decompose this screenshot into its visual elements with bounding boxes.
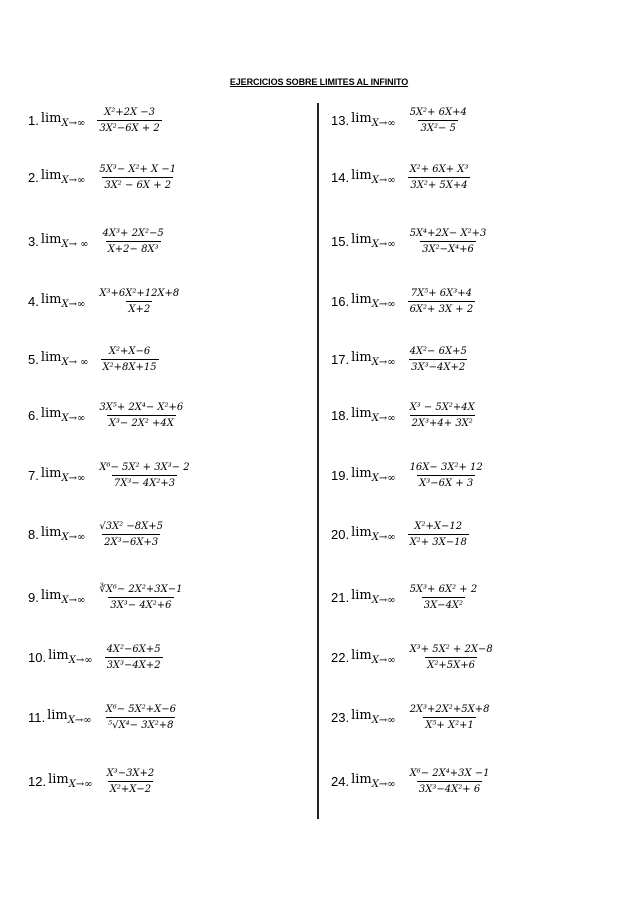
denominator: 3X³−4X²+ 6 [417,781,482,795]
limit-operator [48,772,92,790]
limit-subscript: X→∞ [371,473,396,484]
limit-operator [351,525,395,543]
limit-subscript: X→∞ [371,595,396,606]
numerator: 16X− 3X²+ 12 [409,461,483,473]
exercise-16 [331,281,475,321]
denominator: X+2 [126,301,152,315]
limit-operator [41,466,85,484]
fraction [101,228,166,255]
exercise-number: 8. [28,526,39,542]
exercise-12 [28,761,156,801]
exercise-21 [331,577,479,617]
numerator: X³−3X+2 [106,767,155,779]
numerator: X³+ 5X² + 2X−8 [409,643,493,655]
limit-subscript: X→∞ [371,715,396,726]
fraction [97,107,161,134]
fraction [408,288,476,315]
fraction [97,164,178,191]
numerator: 5X²+ 6X+4 [409,106,467,118]
fraction [97,521,165,548]
limit-operator [41,350,89,368]
limit-operator [351,772,395,790]
exercise-8 [28,514,165,554]
denominator: X²+X−2 [108,781,153,795]
exercise-number: 6. [28,407,39,423]
numerator: 3X⁵+ 2X⁴− X²+6 [99,401,184,413]
limit-operator [351,292,395,310]
limit-word: lim [351,111,372,126]
denominator: X³−6X + 3 [417,475,475,489]
limit-operator [41,111,85,129]
numerator: X⁶− 5X²+X−6 [105,703,177,715]
limit-word: lim [351,466,372,481]
exercise-number: 20. [331,526,350,542]
exercise-17 [331,339,469,379]
limit-operator [48,648,92,666]
exercise-2 [28,157,178,197]
denominator: 3X³−4X+2 [409,359,467,373]
exercise-number: 5. [28,351,39,367]
limit-subscript: X→∞ [61,118,86,129]
fraction [97,402,185,429]
numerator: X²+X−12 [414,520,463,532]
denominator: 3X²− 5 [418,120,457,134]
numerator: ∛X⁶− 2X²+3X−1 [99,583,183,595]
exercise-6 [28,395,185,435]
exercise-14 [331,157,470,197]
limit-word: lim [40,232,62,247]
exercise-number: 11. [28,709,46,725]
limit-operator [351,168,395,186]
numerator: X³ − 5X²+4X [409,401,475,413]
numerator: 5X⁴+2X− X²+3 [409,227,487,239]
numerator: X⁶− 2X⁴+3X −1 [409,767,490,779]
numerator: 4X³+ 2X²−5 [102,227,164,239]
exercise-22 [331,637,495,677]
limit-subscript: X→∞ [61,299,86,310]
denominator: X²+ 3X−18 [408,534,469,548]
denominator: 3X²+ 5X+4 [408,177,469,191]
denominator: 3X³−4X+2 [105,657,163,671]
fraction [408,107,469,134]
limit-subscript: X→∞ [371,357,396,368]
exercise-number: 22. [331,649,350,665]
limit-operator [351,232,395,250]
limit-subscript: X→∞ [371,299,396,310]
denominator: 2X³−6X+3 [102,534,160,548]
limit-operator [41,588,85,606]
exercise-number: 1. [28,112,39,128]
column-divider [317,103,319,819]
limit-subscript: X→∞ [371,779,396,790]
denominator: 3X²−6X + 2 [97,120,161,134]
numerator: X²+X−6 [108,345,151,357]
fraction [408,644,495,671]
exercise-number: 15. [331,233,350,249]
limit-word: lim [40,350,62,365]
limit-word: lim [351,232,372,247]
exercise-11 [28,697,178,737]
numerator: 2X³+2X²+5X+8 [409,703,490,715]
limit-word: lim [40,406,62,421]
limit-operator [351,708,395,726]
exercise-3 [28,221,166,261]
limit-subscript: X→∞ [68,779,93,790]
exercise-19 [331,455,485,495]
exercise-7 [28,455,192,495]
limit-operator [41,292,85,310]
numerator: 7X⁵+ 6X³+4 [410,287,473,299]
exercise-number: 23. [331,709,350,725]
denominator: X²+8X+15 [101,359,159,373]
fraction [408,584,480,611]
limit-operator [351,466,395,484]
exercise-10 [28,637,163,677]
limit-subscript: X→∞ [371,239,396,250]
limit-subscript: X→∞ [371,655,396,666]
fraction [105,768,157,795]
limit-subscript: X→∞ [371,175,396,186]
exercise-number: 17. [331,351,350,367]
limit-word: lim [351,292,372,307]
limit-subscript: X→∞ [68,655,93,666]
limit-subscript: X→∞ [61,175,86,186]
exercise-18 [331,395,477,435]
exercise-4 [28,281,181,321]
limit-word: lim [351,648,372,663]
exercise-20 [331,514,469,554]
numerator: 5X³+ 6X² + 2 [409,583,478,595]
exercise-13 [331,100,469,140]
exercise-number: 18. [331,407,350,423]
denominator: X⁵+ X²+1 [423,717,476,731]
limit-subscript: X→∞ [371,532,396,543]
fraction [408,521,469,548]
denominator: 3X² − 6X + 2 [102,177,173,191]
fraction [97,288,181,315]
denominator: X²+5X+6 [425,657,477,671]
numerator: √3X² −8X+5 [99,520,163,532]
exercise-23 [331,697,492,737]
numerator: 4X²−6X+5 [106,643,161,655]
exercise-9 [28,577,184,617]
limit-subscript: X→∞ [371,413,396,424]
exercise-number: 14. [331,169,350,185]
numerator: X²+ 6X+ X³ [409,163,469,175]
page-title: EJERCICIOS SOBRE LIMITES AL INFINITO [229,77,409,87]
exercise-number: 3. [28,233,39,249]
limit-word: lim [351,350,372,365]
limit-operator [351,648,395,666]
exercise-24 [331,761,492,801]
fraction [408,402,477,429]
fraction [105,644,163,671]
exercise-number: 13. [331,112,350,128]
limit-word: lim [351,588,372,603]
numerator: X³+6X²+12X+8 [99,287,180,299]
denominator: 3X²−X⁴+6 [420,241,476,255]
exercise-number: 24. [331,773,350,789]
exercise-number: 19. [331,467,350,483]
limit-subscript: X→∞ [61,595,86,606]
limit-word: lim [40,588,62,603]
limit-word: lim [40,292,62,307]
limit-word: lim [40,525,62,540]
fraction [97,584,184,611]
numerator: 4X²− 6X+5 [409,345,467,357]
limit-subscript: X→∞ [61,473,86,484]
limit-operator [351,588,395,606]
fraction [104,704,178,731]
limit-word: lim [48,648,69,663]
limit-subscript: X→∞ [371,118,396,129]
exercise-15 [331,221,488,261]
limit-subscript: X→∞ [61,532,86,543]
exercise-number: 4. [28,293,39,309]
limit-word: lim [40,111,62,126]
limit-word: lim [48,772,69,787]
numerator: 5X³− X²+ X −1 [99,163,177,175]
limit-word: lim [351,406,372,421]
denominator: X³− 2X² +4X [107,415,176,429]
limit-subscript: X→∞ [67,715,92,726]
limit-word: lim [351,708,372,723]
fraction [408,768,492,795]
fraction [408,346,469,373]
fraction [408,704,492,731]
fraction [408,228,489,255]
exercise-5 [28,339,159,379]
fraction [97,462,191,489]
limit-operator [41,525,85,543]
limit-operator [47,708,91,726]
fraction [408,462,485,489]
limit-operator [41,168,85,186]
limit-word: lim [351,525,372,540]
exercise-number: 9. [28,589,39,605]
numerator: X⁶− 5X² + 3X³− 2 [99,461,190,473]
exercise-number: 21. [331,589,350,605]
limit-subscript: X→∞ [61,413,86,424]
exercise-number: 12. [28,773,47,789]
denominator: 3X−4X² [422,597,465,611]
limit-subscript: X→ ∞ [61,357,89,368]
denominator: ⁵√X⁴− 3X²+8 [106,717,175,731]
limit-operator [41,406,85,424]
exercise-number: 7. [28,467,39,483]
limit-operator [351,111,395,129]
fraction [408,164,471,191]
limit-operator [351,406,395,424]
fraction [101,346,159,373]
exercise-number: 10. [28,649,47,665]
limit-operator [41,232,89,250]
limit-word: lim [351,772,372,787]
denominator: X+2− 8X³ [106,241,161,255]
exercise-number: 2. [28,169,39,185]
limit-word: lim [40,466,62,481]
denominator: 6X²+ 3X + 2 [408,301,476,315]
limit-word: lim [47,708,68,723]
denominator: 3X³− 4X²+6 [108,597,173,611]
limit-operator [351,350,395,368]
denominator: 2X³+4+ 3X² [410,415,475,429]
exercise-number: 16. [331,293,350,309]
limit-word: lim [351,168,372,183]
denominator: 7X³− 4X²+3 [112,475,177,489]
limit-subscript: X→ ∞ [61,239,89,250]
exercise-1 [28,100,162,140]
numerator: X²+2X −3 [104,106,156,118]
limit-word: lim [40,168,62,183]
